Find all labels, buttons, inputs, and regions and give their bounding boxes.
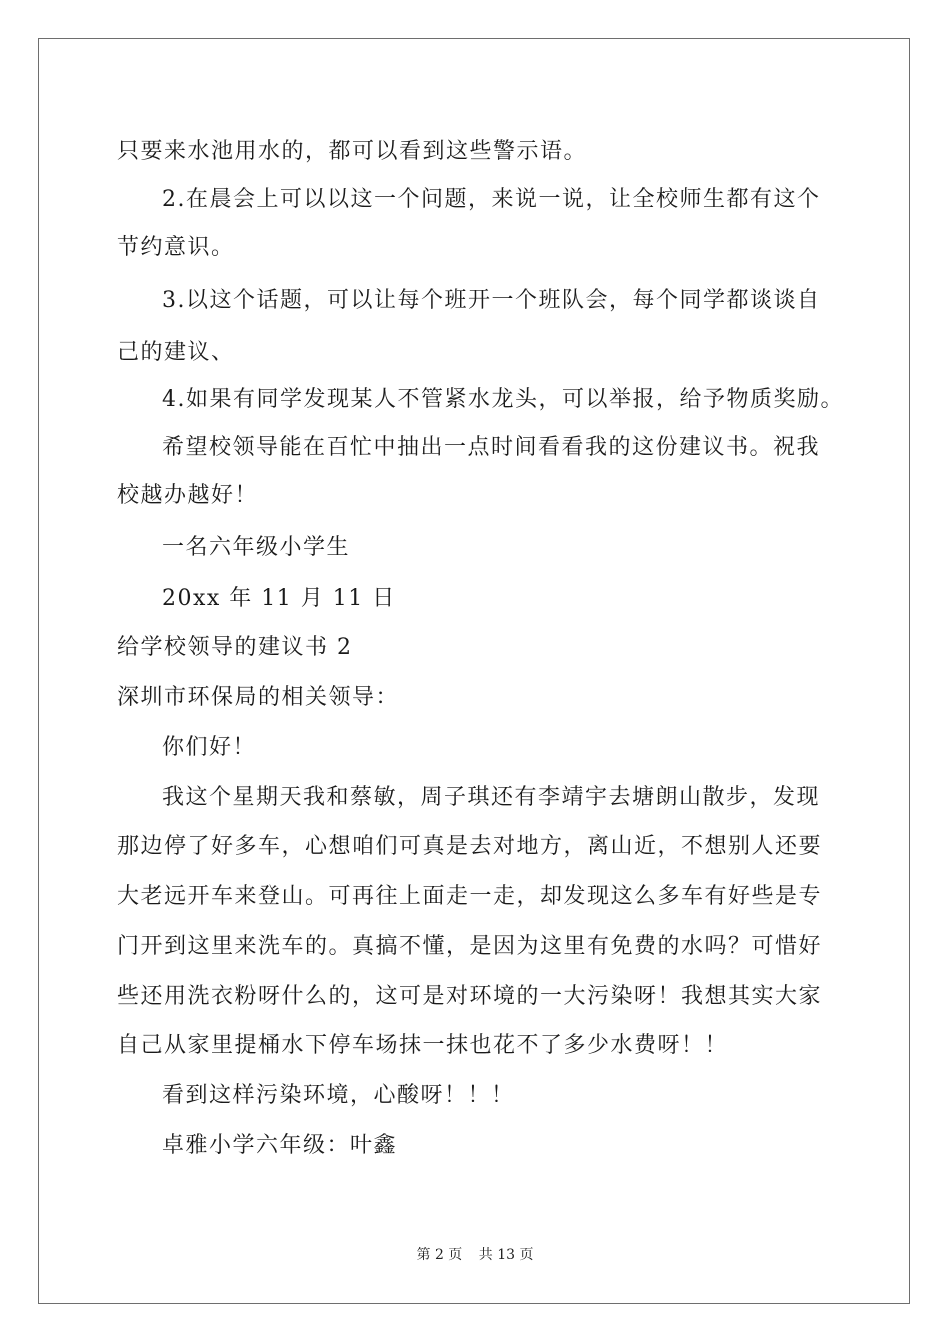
date-line: 20xx 年 11 月 11 日 [162,586,396,611]
text-line-2: 2.在晨会上可以以这一个问题，来说一说，让全校师生都有这个 [162,187,821,212]
text-line-9: 一名六年级小学生 [162,535,351,560]
text-line-16: 大老远开车来登山。可再往上面走一走，却发现这么多车有好些是专 [117,884,823,909]
page-footer [0,1246,950,1264]
salutation-line: 深圳市环保局的相关领导： [117,685,400,710]
section-title: 给学校领导的建议书 2 [117,635,353,660]
text-line-20: 看到这样污染环境，心酸呀！！！ [162,1083,515,1108]
text-line-17: 门开到这里来洗车的。真搞不懂，是因为这里有免费的水吗？可惜好 [117,934,823,959]
greeting-line: 你们好！ [162,735,257,760]
text-line-15: 那边停了好多车，心想咱们可真是去对地方，离山近，不想别人还要 [117,834,823,859]
text-line-18: 些还用洗衣粉呀什么的，这可是对环境的一大污染呀！我想其实大家 [117,984,823,1009]
text-line-3: 节约意识。 [117,235,235,260]
text-line-5: 己的建议、 [117,340,235,365]
page-border [38,38,910,1304]
signature-line: 卓雅小学六年级：叶鑫 [162,1133,398,1158]
text-line-1: 只要来水池用水的，都可以看到这些警示语。 [117,139,588,164]
text-line-4: 3.以这个话题，可以让每个班开一个班队会，每个同学都谈谈自 [162,288,821,313]
page-number: 第 2 页 [416,1247,463,1263]
text-line-7: 希望校领导能在百忙中抽出一点时间看看我的这份建议书。祝我 [162,435,821,460]
text-line-6: 4.如果有同学发现某人不管紧水龙头，可以举报，给予物质奖励。 [162,387,844,412]
text-line-8: 校越办越好！ [117,483,259,508]
text-line-14: 我这个星期天我和蔡敏，周子琪还有李靖宇去塘朗山散步，发现 [162,785,821,810]
text-line-19: 自己从家里提桶水下停车场抹一抹也花不了多少水费呀！！ [117,1033,729,1058]
page-total: 共 13 页 [478,1247,534,1263]
